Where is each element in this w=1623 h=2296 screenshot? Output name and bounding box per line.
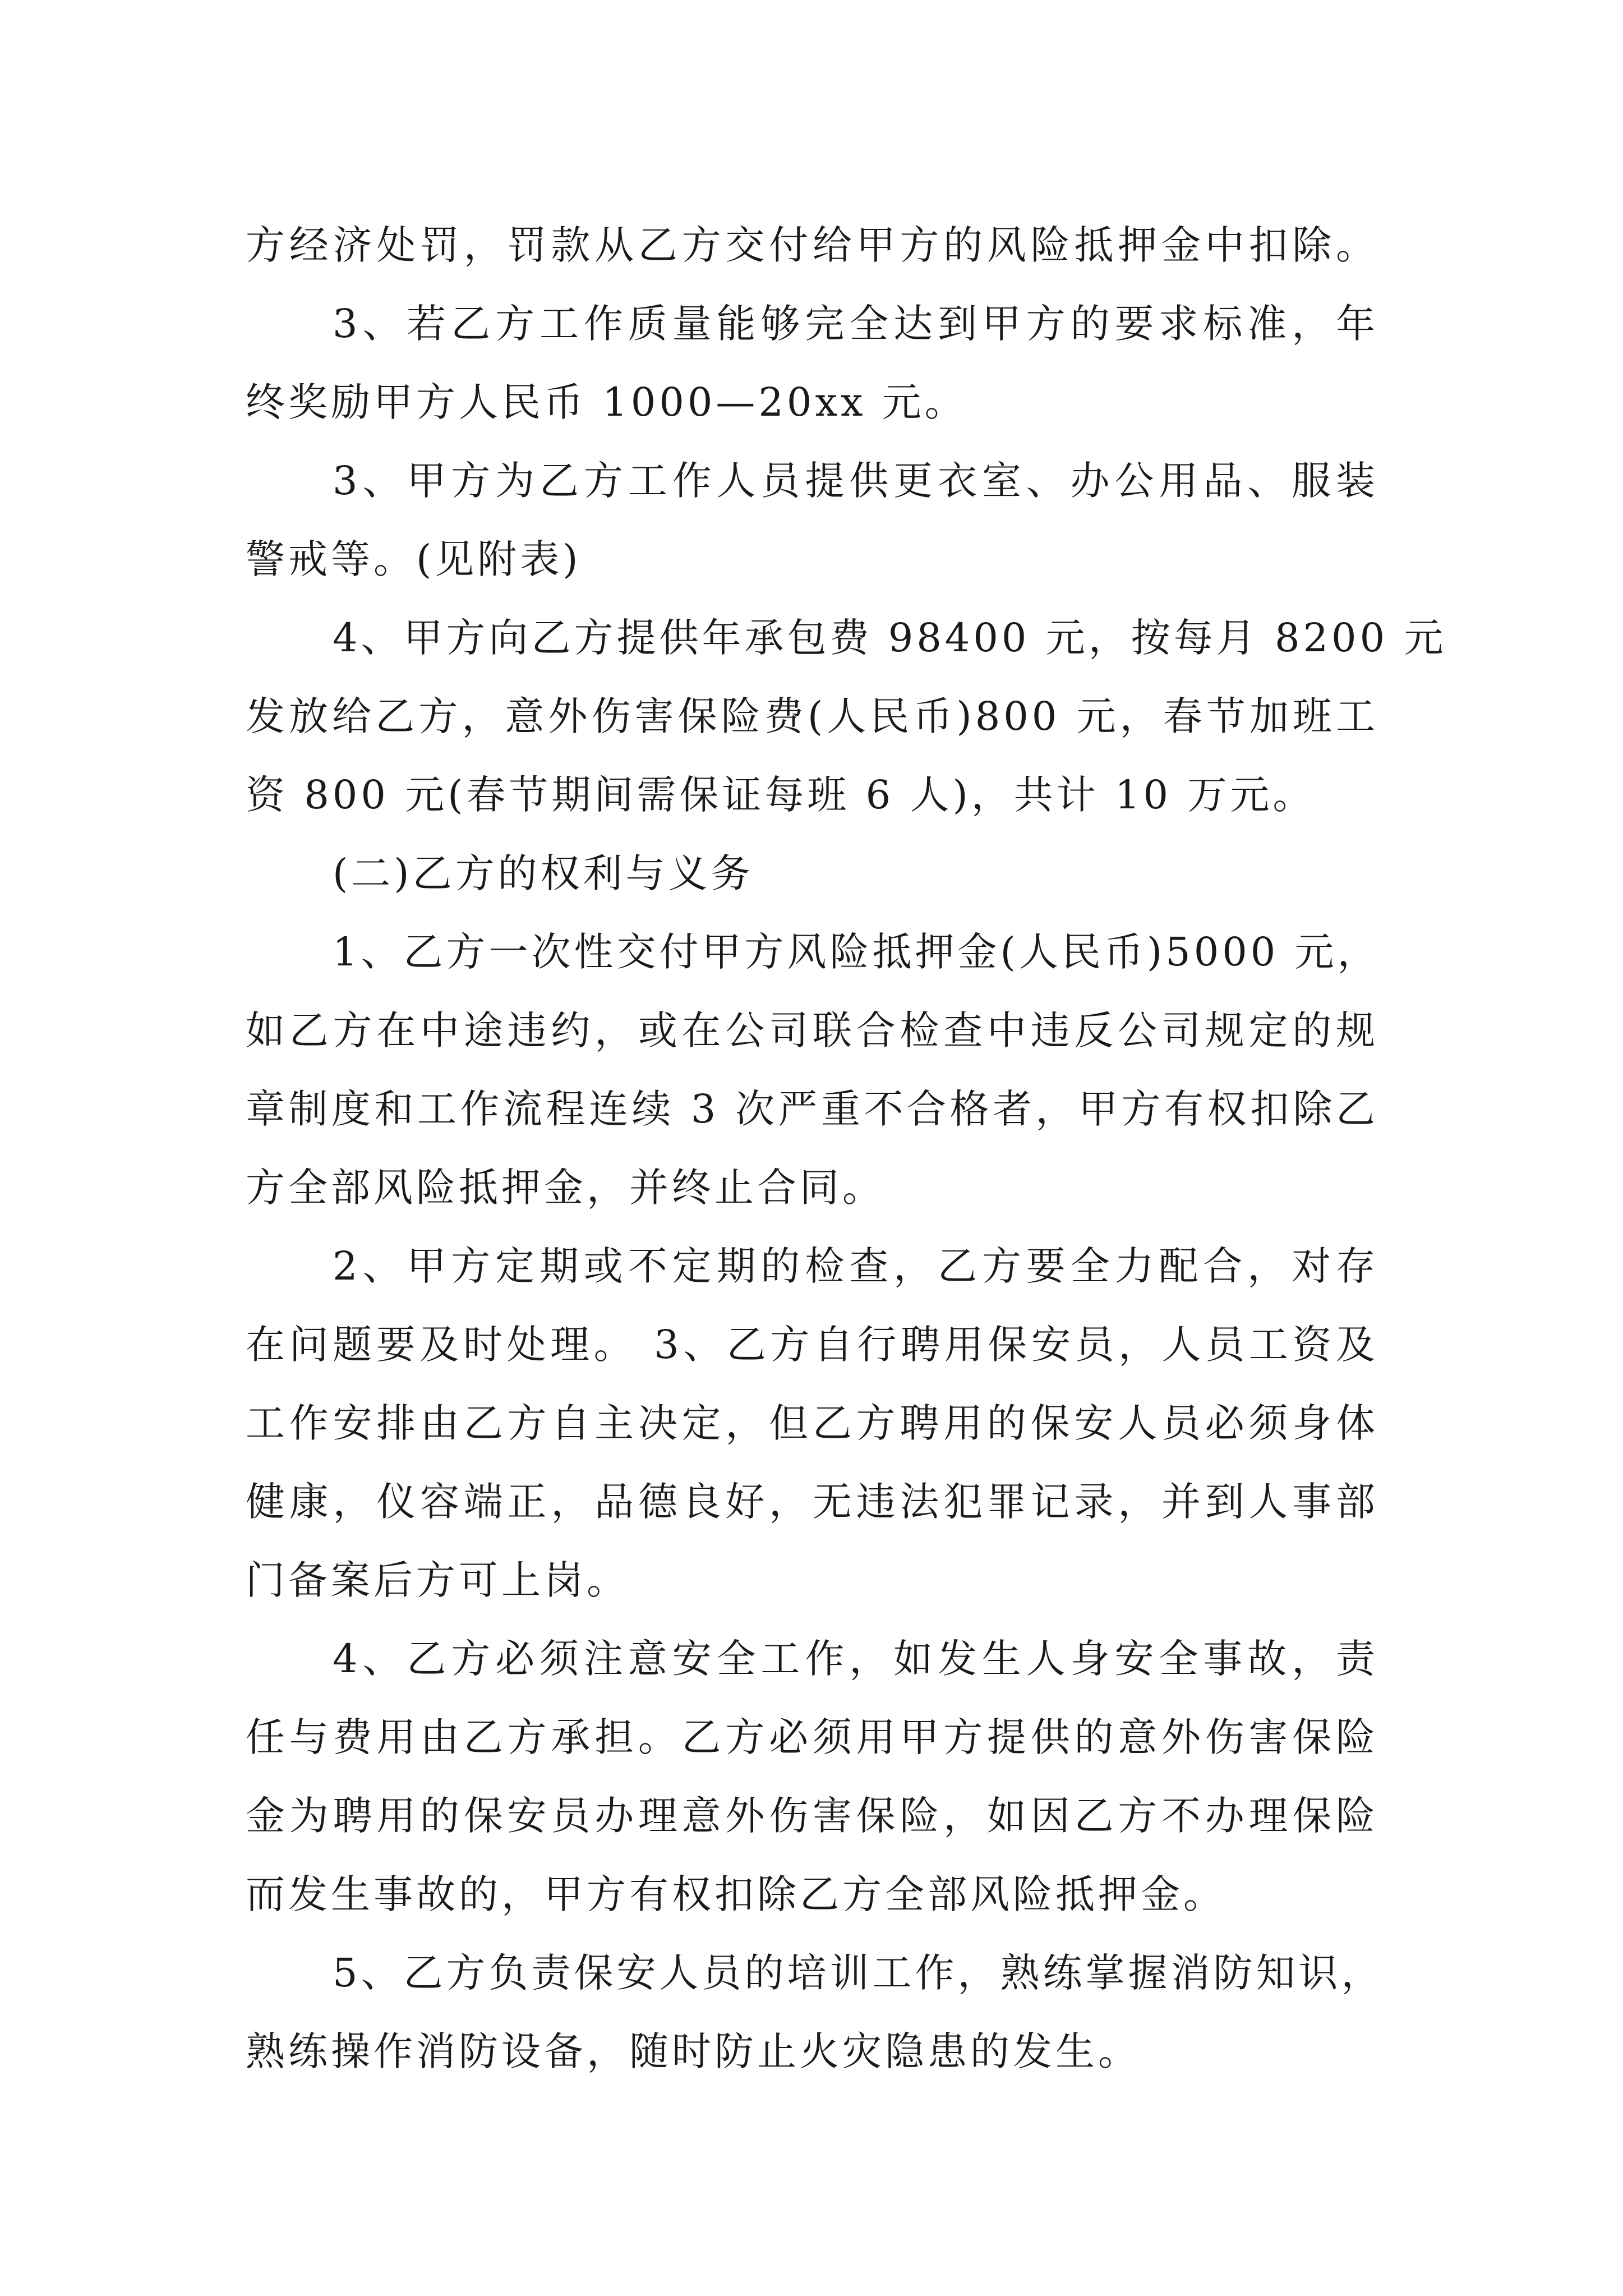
text-line: 终奖励甲方人民币 1000—20xx 元。 xyxy=(246,379,967,425)
text-line: 发放给乙方，意外伤害保险费(人民币)800 元，春节加班工 xyxy=(246,693,1378,739)
text-line: 在问题要及时处理。 3、乙方自行聘用保安员，人员工资及 xyxy=(246,1322,1378,1368)
text-line: 4、乙方必须注意安全工作，如发生人身安全事故，责 xyxy=(333,1636,1378,1682)
section-heading: (二)乙方的权利与义务 xyxy=(333,850,754,896)
text-line: 方经济处罚，罚款从乙方交付给甲方的风险抵押金中扣除。 xyxy=(246,222,1378,268)
text-line: 门备案后方可上岗。 xyxy=(246,1557,629,1603)
text-line: 警戒等。(见附表) xyxy=(246,536,582,582)
text-line: 工作安排由乙方自主决定，但乙方聘用的保安人员必须身体 xyxy=(246,1400,1378,1446)
text-line: 1、乙方一次性交付甲方风险抵押金(人民币)5000 元， xyxy=(333,929,1380,975)
text-line: 5、乙方负责保安人员的培训工作，熟练掌握消防知识， xyxy=(333,1950,1384,1996)
text-line: 如乙方在中途违约，或在公司联合检查中违反公司规定的规 xyxy=(246,1007,1378,1053)
text-line: 3、若乙方工作质量能够完全达到甲方的要求标准，年 xyxy=(333,301,1378,347)
text-line: 4、甲方向乙方提供年承包费 98400 元，按每月 8200 元 xyxy=(333,615,1447,661)
text-line: 3、甲方为乙方工作人员提供更衣室、办公用品、服装 xyxy=(333,458,1378,504)
text-line: 章制度和工作流程连续 3 次严重不合格者，甲方有权扣除乙 xyxy=(246,1086,1378,1132)
text-line: 资 800 元(春节期间需保证每班 6 人)，共计 10 万元。 xyxy=(246,772,1316,818)
text-line: 而发生事故的，甲方有权扣除乙方全部风险抵押金。 xyxy=(246,1871,1226,1917)
text-line: 方全部风险抵押金，并终止合同。 xyxy=(246,1165,885,1211)
text-line: 熟练操作消防设备，随时防止火灾隐患的发生。 xyxy=(246,2028,1141,2074)
text-line: 健康，仪容端正，品德良好，无违法犯罪记录，并到人事部 xyxy=(246,1479,1378,1525)
text-line: 金为聘用的保安员办理意外伤害保险，如因乙方不办理保险 xyxy=(246,1793,1378,1839)
text-line: 任与费用由乙方承担。乙方必须用甲方提供的意外伤害保险 xyxy=(246,1714,1378,1760)
text-line: 2、甲方定期或不定期的检查，乙方要全力配合，对存 xyxy=(333,1243,1378,1289)
